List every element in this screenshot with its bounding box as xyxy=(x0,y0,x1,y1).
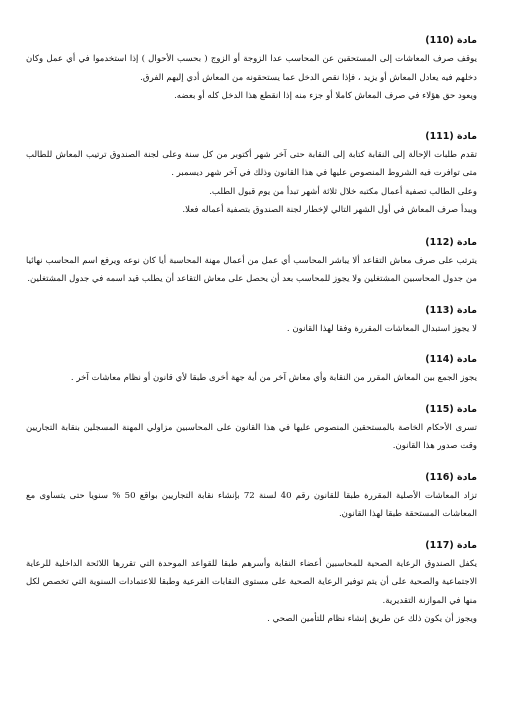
article-title: مادة (116) xyxy=(425,471,477,483)
article-paragraph: تزاد المعاشات الأصلية المقررة طبقا للقانون رقم 40 لسنة 72 بإنشاء نقابة التجاريين بواقع 50 % سنويا حتى يتساوى مع المعاشات المستحقة طبقا لهذا القانون. xyxy=(26,490,477,519)
article-paragraph: يجوز الجمع بين المعاش المقرر من النقابة وأي معاش آخر من أية جهة أخرى طبقا لأي قانون أو نظام معاشات آخر . xyxy=(70,373,477,383)
article-paragraph: يكفل الصندوق الرعاية الصحية للمحاسبين أعضاء النقابة وأسرهم طبقا للقواعد الموحدة التي تقررها اللائحة الداخلية للرعاية الاجتماعية والصحية على أن يتم توفير الرعاية الصحية على مستوى النقابات الفرعية وطبقا للاعتمادات السنوية التي تخصص لكل منها في الموازنة التقديرية. xyxy=(26,558,477,606)
article-title: مادة (111) xyxy=(425,130,477,142)
article-111 xyxy=(26,130,477,220)
article-110 xyxy=(26,34,477,106)
article-title: مادة (115) xyxy=(425,403,477,415)
article-paragraph: ويبدأ صرف المعاش في أول الشهر التالي لإخطار لجنة الصندوق بتصفية أعماله فعلا. xyxy=(182,205,477,215)
document-page xyxy=(26,34,477,644)
article-title: مادة (117) xyxy=(425,539,477,551)
article-paragraph: وعلى الطالب تصفية أعمال مكتبه خلال ثلاثة أشهر تبدأ من يوم قبول الطلب. xyxy=(209,186,477,197)
article-title: مادة (113) xyxy=(425,304,477,316)
article-paragraph: تسرى الأحكام الخاصة بالمستحقين المنصوص عليها في هذا القانون على المحاسبين مزاولي المهنة المسجلين بنقابة التجاريين وقت صدور هذا القانون. xyxy=(26,422,477,451)
article-title: مادة (114) xyxy=(425,354,477,365)
article-title: مادة (112) xyxy=(425,236,477,248)
article-paragraph: لا يجوز استبدال المعاشات المقررة وفقا لهذا القانون . xyxy=(286,323,477,334)
article-112 xyxy=(26,236,477,289)
article-paragraph: يترتب على صرف معاش التقاعد ألا يباشر المحاسب أي عمل من أعمال مهنة المحاسبة أيا كان نوعه ويرفع اسم المحاسب نهائيا من جدول المحاسبين المشتغلين ولا يجوز للمحاسب بعد أن يحصل على معاش التقاعد أن يطلب قيد اسمه في جدول المشتغلين. xyxy=(26,255,477,284)
article-paragraph: يوقف صرف المعاشات إلى المستحقين عن المحاسب عدا الزوجة أو الزوج ( بحسب الأحوال ) إذا استخدموا في أي عمل وكان دخلهم فيه يعادل المعاش أو يزيد ، فإذا نقص الدخل عما يستحقونه من المعاش أدي إليهم الفرق. xyxy=(26,54,477,83)
article-title: مادة (110) xyxy=(425,35,477,46)
article-paragraph: تقدم طلبات الإحالة إلى النقابة كتابة إلى النقابة حتى آخر شهر أكتوبر من كل سنة وعلى لجنة الصندوق ترتيب المعاش للطالب متى توافرت فيه الشروط المنصوص عليها في هذا القانون وذلك في آخر شهر ديسمبر . xyxy=(26,149,477,178)
article-117 xyxy=(26,539,477,629)
article-paragraph: ويجوز أن يكون ذلك عن طريق إنشاء نظام للتأمين الصحي . xyxy=(267,614,477,624)
article-116 xyxy=(26,471,477,524)
article-114 xyxy=(26,353,477,388)
article-113 xyxy=(26,304,477,339)
article-115 xyxy=(26,403,477,456)
article-paragraph: ويعود حق هؤلاء في صرف المعاش كاملا أو جزء منه إذا انقطع هذا الدخل كله أو بعضه. xyxy=(174,91,477,101)
